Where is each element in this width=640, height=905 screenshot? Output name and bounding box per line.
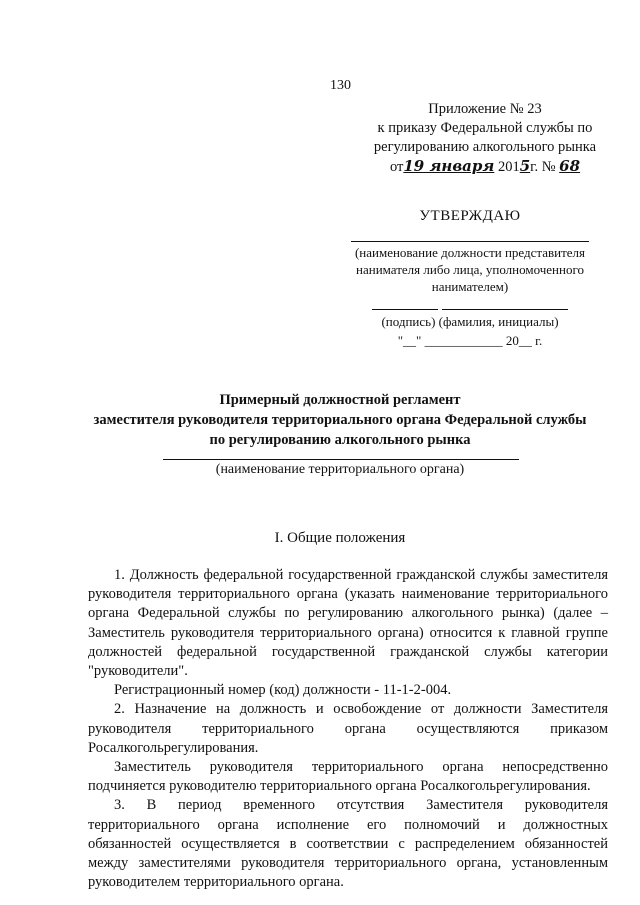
signature-line <box>372 309 438 310</box>
page-number: 130 <box>330 78 351 93</box>
approval-position-note: (наименование должности представителя нанимателя либо лица, уполномоченного нанимателем) <box>354 245 586 294</box>
appendix-order-number: 68 <box>559 157 581 175</box>
section-body <box>88 566 608 892</box>
document-title <box>70 390 610 450</box>
appendix-year-handwritten: 5 <box>519 157 531 175</box>
document-title-line-1: Примерный должностной регламент <box>219 392 461 408</box>
appendix-header <box>360 100 610 177</box>
paragraph-3: 3. В период временного отсутствия Заместителя руководителя территориального органа исполнение его полномочий и должностных обязанностей осуществляется в соответствии с распределением обязанностей между заместителями руководителя территориального органа, установленным руководителем территориального органа. <box>88 797 608 891</box>
approval-date-line: "__" ____________ 20__ г. <box>397 333 543 348</box>
organization-caption: (наименование территориального органа) <box>215 462 465 477</box>
signature-lines <box>345 309 595 310</box>
appendix-order-ref: к приказу Федеральной службы по <box>377 120 593 136</box>
appendix-order-ref-2: регулированию алкогольного рынка <box>373 139 597 155</box>
paragraph-1: 1. Должность федеральной государственной гражданской службы заместителя руководителя территориального органа (указать наименование территориального органа Федеральной службы по регулированию алкогольного рынка) (далее – Заместитель руководителя территориального органа) относится к главной группе должностей федеральной государственной гражданской службы категории "руководители". <box>88 567 608 680</box>
name-line <box>442 309 568 310</box>
organization-name-line <box>163 459 519 460</box>
appendix-date-line <box>360 157 610 177</box>
signature-captions: (подпись) (фамилия, инициалы) <box>381 314 559 329</box>
paragraph-subordination: Заместитель руководителя территориального органа непосредственно подчиняется руководителю территориального органа Росалкогольрегулирования. <box>88 759 608 795</box>
appendix-date-prefix: от <box>389 159 404 175</box>
approval-block <box>345 208 595 349</box>
appendix-number: Приложение № 23 <box>428 101 542 117</box>
appendix-date-handwritten: 19 января <box>403 157 495 175</box>
document-title-line-3: по регулированию алкогольного рынка <box>209 432 471 448</box>
section-heading: I. Общие положения <box>274 530 406 546</box>
approval-title: УТВЕРЖДАЮ <box>419 208 521 224</box>
appendix-year-prefix: 201 <box>497 159 520 175</box>
appendix-g-label: г. № <box>530 159 556 175</box>
paragraph-registration: Регистрационный номер (код) должности - 11-1-2-004. <box>114 682 452 699</box>
paragraph-2: 2. Назначение на должность и освобождение от должности Заместителя руководителя территориального органа осуществляются приказом Росалкогольрегулирования. <box>88 701 608 756</box>
document-title-line-2: заместителя руководителя территориального органа Федеральной службы <box>93 412 587 428</box>
